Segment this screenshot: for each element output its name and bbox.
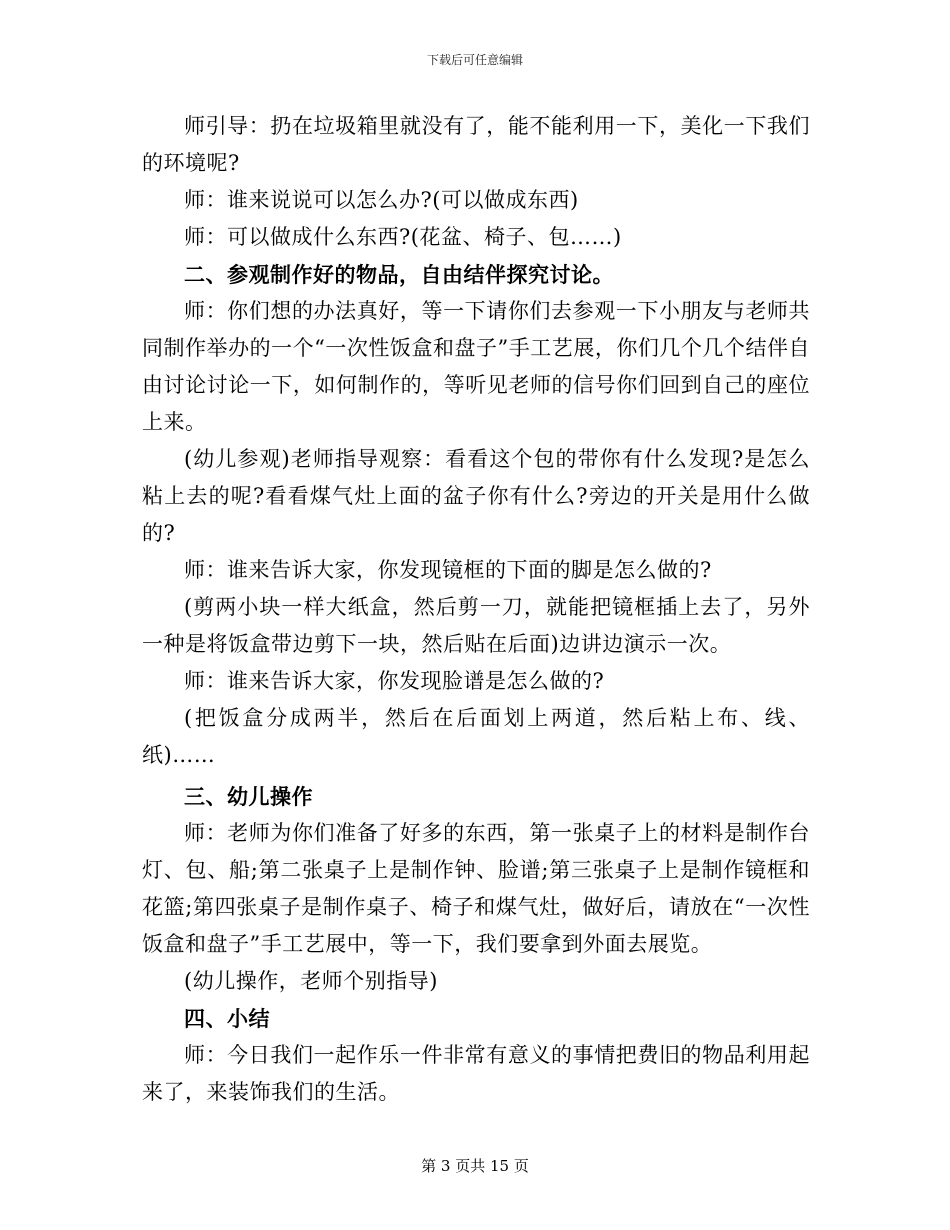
paragraph: (幼儿操作，老师个别指导) — [184, 969, 438, 993]
paragraph: (把饭盒分成两半，然后在后面划上两道，然后粘上布、线、纸)…… — [142, 706, 810, 767]
paragraph: (剪两小块一样大纸盒，然后剪一刀，就能把镜框插上去了，另外一种是将饭盒带边剪下一块，然后贴在后面)边讲边演示一次。 — [142, 595, 810, 656]
page-number-footer: 第 3 页共 15 页 — [421, 1157, 529, 1175]
paragraph: 师：谁来告诉大家，你发现脸谱是怎么做的? — [184, 669, 605, 693]
paragraph: 师引导：扔在垃圾箱里就没有了，能不能利用一下，美化一下我们的环境呢? — [142, 114, 810, 175]
paragraph: 师：谁来说说可以怎么办?(可以做成东西) — [184, 188, 579, 212]
page-header: 下载后可任意编辑 — [426, 53, 523, 67]
paragraph: 师：可以做成什么东西?(花盆、椅子、包……) — [184, 225, 622, 249]
section-heading: 四、小结 — [184, 1006, 270, 1031]
paragraph: 师：谁来告诉大家，你发现镜框的下面的脚是怎么做的? — [184, 558, 712, 582]
paragraph: 师：今日我们一起作乐一件非常有意义的事情把费旧的物品利用起来了，来装饰我们的生活。 — [142, 1043, 810, 1104]
section-heading: 二、参观制作好的物品，自由结伴探究讨论。 — [184, 262, 614, 287]
paragraph: 师：你们想的办法真好，等一下请你们去参观一下小朋友与老师共同制作举办的一个“一次性饭盒和盘子”手工艺展，你们几个几个结伴自由讨论讨论一下，如何制作的，等听见老师的信号你们回到自己的座位上来。 — [142, 299, 810, 434]
paragraph: 师：老师为你们准备了好多的东西，第一张桌子上的材料是制作台灯、包、船;第二张桌子上是制作钟、脸谱;第三张桌子上是制作镜框和花篮;第四张桌子是制作桌子、椅子和煤气灶，做好后，请放在“一次性饭盒和盘子”手工艺展中，等一下，我们要拿到外面去展览。 — [142, 821, 810, 956]
section-heading: 三、幼儿操作 — [184, 784, 313, 809]
document-body — [142, 108, 810, 1111]
paragraph: (幼儿参观)老师指导观察：看看这个包的带你有什么发现?是怎么粘上去的呢?看看煤气灶上面的盆子你有什么?旁边的开关是用什么做的? — [142, 447, 810, 545]
